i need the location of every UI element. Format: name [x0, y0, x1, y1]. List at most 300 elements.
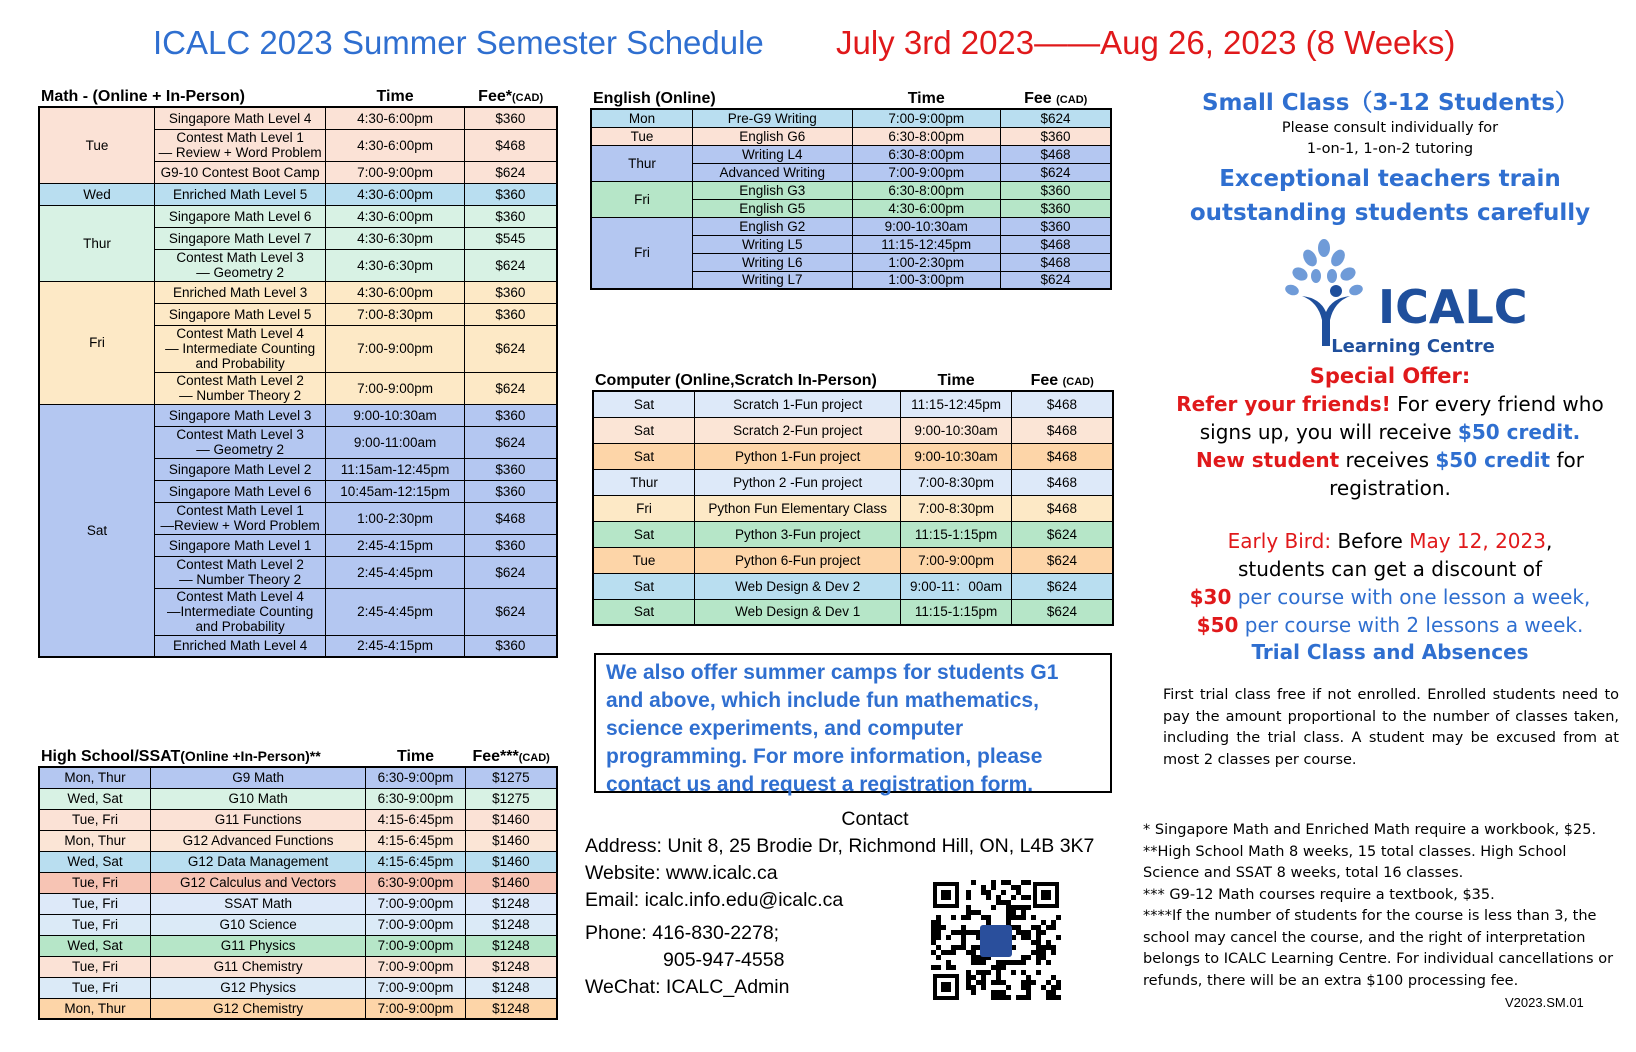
- time-cell: 4:30-6:00pm: [326, 183, 464, 205]
- course-cell: G12 Data Management: [151, 851, 366, 872]
- qr-module: [1056, 980, 1061, 985]
- table-row: [593, 573, 1113, 599]
- course-cell: Web Design & Dev 1: [695, 599, 901, 625]
- course-cell: Singapore Math Level 7: [154, 227, 325, 249]
- qr-module: [1001, 890, 1006, 895]
- qr-module: [966, 910, 971, 915]
- qr-module: [966, 985, 971, 990]
- time-cell: 6:30-9:00pm: [366, 872, 466, 893]
- qr-module: [966, 980, 971, 985]
- qr-module: [971, 975, 976, 980]
- qr-module: [1051, 950, 1056, 955]
- day-cell: Sat: [593, 521, 695, 547]
- qr-module: [1036, 955, 1041, 960]
- time-cell: 4:30-6:00pm: [326, 129, 464, 161]
- course-cell: SSAT Math: [151, 893, 366, 914]
- fee-cell: $360: [464, 404, 557, 426]
- qr-module: [1001, 880, 1006, 885]
- course-cell: Scratch 2-Fun project: [695, 417, 901, 443]
- fee-cell: $468: [1011, 495, 1113, 521]
- qr-module: [981, 970, 986, 975]
- time-cell: 9:00-11:00am: [326, 426, 464, 458]
- qr-module: [981, 915, 986, 920]
- new-student-line: New student receives $50 credit for: [1196, 448, 1584, 472]
- qr-module: [946, 960, 951, 965]
- time-cell: 2:45-4:45pm: [326, 556, 464, 588]
- logo-subtitle: Learning Centre: [1331, 336, 1495, 357]
- contact-wechat: WeChat: ICALC_Admin: [585, 976, 790, 998]
- fee-cell: $624: [1000, 271, 1111, 289]
- qr-module: [971, 985, 976, 990]
- fee-cell: $624: [1011, 547, 1113, 573]
- qr-module: [1021, 955, 1026, 960]
- qr-module: [1001, 960, 1006, 965]
- qr-module: [981, 890, 986, 895]
- qr-module: [991, 995, 996, 1000]
- computer-time-header: Time: [937, 372, 975, 389]
- fee-cell: $624: [1011, 573, 1113, 599]
- english-fee-header: Fee (CAD): [1024, 90, 1088, 107]
- course-cell: Python 6-Fun project: [695, 547, 901, 573]
- day-cell: Sat: [593, 391, 695, 417]
- qr-module: [971, 910, 976, 915]
- time-cell: 1:00-2:30pm: [326, 502, 464, 534]
- qr-module: [931, 950, 936, 955]
- qr-module: [1046, 990, 1051, 995]
- fee-cell: $360: [464, 480, 557, 502]
- table-row: [39, 977, 557, 998]
- course-cell: Web Design & Dev 2: [695, 573, 901, 599]
- course-cell: Python Fun Elementary Class: [695, 495, 901, 521]
- qr-module: [1051, 975, 1056, 980]
- discount-30-line: $30 per course with one lesson a week,: [1189, 585, 1591, 609]
- course-cell: G12 Calculus and Vectors: [151, 872, 366, 893]
- day-cell: Tue: [593, 547, 695, 573]
- table-row: [39, 809, 557, 830]
- qr-module: [991, 990, 996, 995]
- qr-module: [1026, 895, 1031, 900]
- qr-module: [1046, 980, 1051, 985]
- contact-email[interactable]: Email: icalc.info.edu@icalc.ca: [585, 889, 844, 911]
- qr-module: [966, 970, 971, 975]
- fee-cell: $624: [464, 249, 557, 281]
- fee-cell: $1460: [465, 830, 557, 851]
- time-cell: 4:30-6:00pm: [326, 281, 464, 303]
- table-row: [39, 107, 557, 129]
- qr-module: [981, 985, 986, 990]
- qr-module: [1036, 960, 1041, 965]
- fee-cell: $468: [1011, 443, 1113, 469]
- qr-module: [986, 970, 991, 975]
- day-cell: Mon, Thur: [39, 767, 151, 788]
- qr-module: [1016, 885, 1021, 890]
- course-cell: Enriched Math Level 3: [154, 281, 325, 303]
- qr-module: [1021, 985, 1026, 990]
- day-cell: Tue, Fri: [39, 977, 151, 998]
- qr-module: [1026, 990, 1031, 995]
- qr-module: [986, 920, 991, 925]
- fee-cell: $1248: [465, 914, 557, 935]
- qr-module: [1011, 910, 1016, 915]
- table-row: [39, 935, 557, 956]
- fee-cell: $624: [1000, 109, 1111, 127]
- qr-module: [976, 970, 981, 975]
- qr-module: [1031, 940, 1036, 945]
- qr-module: [1036, 945, 1041, 950]
- fee-cell: $624: [464, 161, 557, 183]
- time-cell: 11:15-1:15pm: [901, 521, 1012, 547]
- qr-module: [971, 930, 976, 935]
- qr-module: [1021, 970, 1026, 975]
- qr-module: [1026, 975, 1031, 980]
- qr-module: [1041, 930, 1046, 935]
- qr-module: [986, 915, 991, 920]
- day-cell: Wed, Sat: [39, 851, 151, 872]
- footnote-4: ****If the number of students for the course is less than 3, the school may cancel the course, and the right of interpretation belongs to ICALC Learning Centre. For individual cancellations or refunds, there will be an extra $100 processing fee.: [1143, 908, 1614, 989]
- qr-module: [1016, 930, 1021, 935]
- version-label: V2023.SM.01: [1505, 995, 1584, 1010]
- qr-module: [1021, 995, 1026, 1000]
- table-row: [593, 391, 1113, 417]
- qr-module: [986, 890, 991, 895]
- qr-module: [946, 965, 951, 970]
- qr-module: [1056, 935, 1061, 940]
- highschool-fee-header: Fee***(CAD): [472, 748, 550, 765]
- qr-module: [936, 935, 941, 940]
- course-cell: Writing L4: [693, 145, 852, 163]
- contact-address: Address: Unit 8, 25 Brodie Dr, Richmond Hill, ON, L4B 3K7: [585, 835, 1095, 857]
- fee-cell: $1275: [465, 767, 557, 788]
- qr-module: [961, 945, 966, 950]
- time-cell: 9:00-10:30am: [901, 443, 1012, 469]
- math-table: [38, 86, 558, 658]
- qr-module: [976, 980, 981, 985]
- qr-module: [1046, 960, 1051, 965]
- course-cell: English G5: [693, 199, 852, 217]
- qr-module: [1021, 910, 1026, 915]
- course-cell: Singapore Math Level 2: [154, 458, 325, 480]
- fee-cell: $1248: [465, 998, 557, 1019]
- qr-module: [966, 975, 971, 980]
- computer-header: [593, 370, 1113, 391]
- time-cell: 11:15-1:15pm: [901, 599, 1012, 625]
- day-cell: Sat: [593, 599, 695, 625]
- day-cell: Sat: [593, 573, 695, 599]
- qr-module: [936, 915, 941, 920]
- contact-title: Contact: [841, 808, 909, 830]
- qr-module: [1016, 925, 1021, 930]
- qr-module: [961, 940, 966, 945]
- course-cell: G10 Math: [151, 788, 366, 809]
- qr-module: [996, 970, 1001, 975]
- qr-center-logo: [980, 925, 1012, 957]
- qr-module: [1001, 980, 1006, 985]
- qr-module: [991, 885, 996, 890]
- time-cell: 10:45am-12:15pm: [326, 480, 464, 502]
- qr-module: [1036, 970, 1041, 975]
- qr-module: [1006, 920, 1011, 925]
- course-cell: Contest Math Level 4 — Intermediate Counting and Probability: [154, 325, 325, 372]
- course-cell: G11 Functions: [151, 809, 366, 830]
- time-cell: 4:30-6:00pm: [326, 205, 464, 227]
- footnote-2: **High School Math 8 weeks, 15 total classes. High School Science and SSAT 8 weeks, total 16 classes.: [1143, 843, 1567, 881]
- day-cell: Tue, Fri: [39, 893, 151, 914]
- qr-module: [951, 930, 956, 935]
- table-row: [39, 956, 557, 977]
- qr-module: [1046, 945, 1051, 950]
- qr-module: [966, 890, 971, 895]
- qr-module: [1041, 920, 1046, 925]
- qr-module: [961, 925, 966, 930]
- qr-module: [1051, 995, 1056, 1000]
- fee-cell: $360: [464, 281, 557, 303]
- qr-module: [1051, 945, 1056, 950]
- fee-cell: $468: [1011, 469, 1113, 495]
- qr-module: [1031, 950, 1036, 955]
- refer-line-2: signs up, you will receive $50 credit.: [1199, 420, 1581, 444]
- qr-module: [1011, 895, 1016, 900]
- course-cell: English G3: [693, 181, 852, 199]
- fee-cell: $360: [464, 205, 557, 227]
- course-cell: Writing L6: [693, 253, 852, 271]
- day-cell: Thur: [593, 469, 695, 495]
- fee-cell: $624: [464, 426, 557, 458]
- qr-module: [961, 915, 966, 920]
- qr-module: [1026, 935, 1031, 940]
- time-cell: 7:00-9:00pm: [326, 372, 464, 404]
- qr-module: [1021, 930, 1026, 935]
- qr-module: [1026, 905, 1031, 910]
- table-row: [39, 788, 557, 809]
- course-cell: Enriched Math Level 5: [154, 183, 325, 205]
- qr-module: [1011, 960, 1016, 965]
- contact-phone-2: 905-947-4558: [663, 949, 785, 971]
- time-cell: 1:00-3:00pm: [852, 271, 1000, 289]
- qr-module: [1016, 905, 1021, 910]
- table-row: [593, 469, 1113, 495]
- qr-module: [931, 930, 936, 935]
- time-cell: 7:00-9:00pm: [326, 161, 464, 183]
- day-cell: Tue, Fri: [39, 872, 151, 893]
- highschool-title: High School/SSAT(Online +In-Person)**: [41, 748, 321, 765]
- time-cell: 4:30-6:30pm: [326, 227, 464, 249]
- table-row: [591, 109, 1111, 127]
- qr-module: [1021, 905, 1026, 910]
- time-cell: 2:45-4:15pm: [326, 635, 464, 657]
- math-header: [39, 86, 557, 107]
- qr-module: [946, 935, 951, 940]
- time-cell: 6:30-8:00pm: [852, 127, 1000, 145]
- english-title: English (Online): [593, 90, 716, 107]
- qr-module: [1041, 955, 1046, 960]
- qr-module: [1036, 940, 1041, 945]
- fee-cell: $1460: [465, 872, 557, 893]
- fee-cell: $1248: [465, 977, 557, 998]
- course-cell: G11 Physics: [151, 935, 366, 956]
- small-class-heading: Small Class（3-12 Students）: [1201, 90, 1579, 116]
- qr-module: [1046, 995, 1051, 1000]
- qr-module: [936, 965, 941, 970]
- qr-module: [981, 980, 986, 985]
- time-cell: 7:00-9:00pm: [901, 547, 1012, 573]
- fee-cell: $468: [1000, 253, 1111, 271]
- qr-module: [1041, 985, 1046, 990]
- day-cell: Thur: [39, 205, 154, 281]
- qr-module: [1016, 915, 1021, 920]
- qr-module: [961, 935, 966, 940]
- time-cell: 11:15-12:45pm: [901, 391, 1012, 417]
- course-cell: Python 2 -Fun project: [695, 469, 901, 495]
- time-cell: 2:45-4:45pm: [326, 588, 464, 635]
- time-cell: 6:30-9:00pm: [366, 767, 466, 788]
- qr-module: [951, 965, 956, 970]
- qr-module: [991, 980, 996, 985]
- math-time-header: Time: [376, 88, 414, 105]
- qr-module: [1021, 980, 1026, 985]
- course-cell: Contest Math Level 2 — Number Theory 2: [154, 372, 325, 404]
- time-cell: 6:30-8:00pm: [852, 145, 1000, 163]
- time-cell: 4:15-6:45pm: [366, 851, 466, 872]
- qr-module: [936, 955, 941, 960]
- table-row: [593, 495, 1113, 521]
- course-cell: Writing L5: [693, 235, 852, 253]
- course-cell: Singapore Math Level 5: [154, 303, 325, 325]
- course-cell: G12 Chemistry: [151, 998, 366, 1019]
- fee-cell: $1248: [465, 935, 557, 956]
- computer-table: [592, 370, 1114, 626]
- fee-cell: $624: [1011, 521, 1113, 547]
- qr-module: [1056, 915, 1061, 920]
- course-cell: G9-10 Contest Boot Camp: [154, 161, 325, 183]
- qr-module: [1051, 990, 1056, 995]
- qr-module: [1036, 925, 1041, 930]
- qr-module: [931, 965, 936, 970]
- course-cell: Contest Math Level 4 —Intermediate Counting and Probability: [154, 588, 325, 635]
- day-cell: Tue, Fri: [39, 914, 151, 935]
- title-main: ICALC 2023 Summer Semester Schedule: [153, 24, 764, 61]
- qr-module: [966, 915, 971, 920]
- day-cell: Fri: [591, 181, 693, 217]
- qr-module: [941, 925, 946, 930]
- qr-module: [966, 905, 971, 910]
- highschool-header: [39, 746, 557, 767]
- qr-module: [986, 895, 991, 900]
- course-cell: Contest Math Level 1 —Review + Word Problem: [154, 502, 325, 534]
- day-cell: Tue, Fri: [39, 956, 151, 977]
- fee-cell: $1460: [465, 851, 557, 872]
- qr-module: [981, 960, 986, 965]
- fee-cell: $624: [464, 372, 557, 404]
- course-cell: Pre-G9 Writing: [693, 109, 852, 127]
- qr-module: [1026, 880, 1031, 885]
- qr-module: [996, 990, 1001, 995]
- fee-cell: $1275: [465, 788, 557, 809]
- course-cell: Python 1-Fun project: [695, 443, 901, 469]
- qr-module: [1021, 960, 1026, 965]
- fee-cell: $624: [1011, 599, 1113, 625]
- footnote-1: * Singapore Math and Enriched Math require a workbook, $25.: [1143, 822, 1597, 838]
- qr-module: [951, 950, 956, 955]
- english-header: [591, 88, 1111, 109]
- day-cell: Tue: [591, 127, 693, 145]
- course-cell: Enriched Math Level 4: [154, 635, 325, 657]
- table-row: [39, 851, 557, 872]
- fee-cell: $468: [464, 502, 557, 534]
- time-cell: 6:30-9:00pm: [366, 788, 466, 809]
- qr-module: [1046, 925, 1051, 930]
- qr-module: [966, 930, 971, 935]
- table-row: [591, 127, 1111, 145]
- consult-line-2: 1-on-1, 1-on-2 tutoring: [1306, 141, 1474, 157]
- table-row: [39, 914, 557, 935]
- qr-module: [1026, 930, 1031, 935]
- qr-module: [1011, 905, 1016, 910]
- time-cell: 7:00-9:00pm: [366, 914, 466, 935]
- qr-module: [936, 930, 941, 935]
- fee-cell: $360: [1000, 199, 1111, 217]
- slogan-line-1: Exceptional teachers train: [1219, 166, 1561, 192]
- qr-module: [1001, 900, 1006, 905]
- qr-module: [1006, 960, 1011, 965]
- time-cell: 7:00-8:30pm: [901, 469, 1012, 495]
- fee-cell: $624: [464, 556, 557, 588]
- day-cell: Thur: [591, 145, 693, 181]
- qr-module: [1006, 915, 1011, 920]
- special-offer-title: Special Offer:: [1309, 364, 1471, 388]
- qr-code: [931, 880, 1061, 1002]
- qr-module: [1006, 985, 1011, 990]
- qr-module: [966, 895, 971, 900]
- day-cell: Fri: [593, 495, 695, 521]
- qr-module: [1011, 885, 1016, 890]
- fee-cell: $468: [1011, 391, 1113, 417]
- qr-module: [1051, 920, 1056, 925]
- course-cell: G10 Science: [151, 914, 366, 935]
- course-cell: Contest Math Level 3 — Geometry 2: [154, 249, 325, 281]
- qr-module: [1056, 985, 1061, 990]
- qr-module: [996, 975, 1001, 980]
- discount-50-line: $50 per course with 2 lessons a week.: [1196, 613, 1584, 637]
- table-row: [39, 872, 557, 893]
- table-row: [593, 547, 1113, 573]
- qr-module: [976, 955, 981, 960]
- time-cell: 9:00-10:30am: [326, 404, 464, 426]
- qr-module: [1026, 955, 1031, 960]
- qr-module: [1031, 915, 1036, 920]
- table-row: [39, 893, 557, 914]
- time-cell: 7:00-9:00pm: [852, 109, 1000, 127]
- time-cell: 7:00-9:00pm: [366, 998, 466, 1019]
- time-cell: 7:00-9:00pm: [366, 977, 466, 998]
- qr-module: [1006, 910, 1011, 915]
- qr-module: [1021, 915, 1026, 920]
- fee-cell: $360: [464, 635, 557, 657]
- qr-module: [1006, 880, 1011, 885]
- qr-module: [1001, 995, 1006, 1000]
- logo-name: ICALC: [1378, 280, 1528, 334]
- day-cell: Fri: [591, 217, 693, 289]
- qr-module: [931, 925, 936, 930]
- course-cell: English G6: [693, 127, 852, 145]
- contact-website[interactable]: Website: www.icalc.ca: [585, 862, 778, 884]
- qr-module: [1006, 905, 1011, 910]
- time-cell: 7:00-9:00pm: [366, 935, 466, 956]
- time-cell: 4:30-6:30pm: [326, 249, 464, 281]
- qr-module: [1011, 915, 1016, 920]
- table-row: [39, 205, 557, 227]
- refer-line-1: Refer your friends! For every friend who: [1176, 392, 1604, 416]
- fee-cell: $360: [1000, 217, 1111, 235]
